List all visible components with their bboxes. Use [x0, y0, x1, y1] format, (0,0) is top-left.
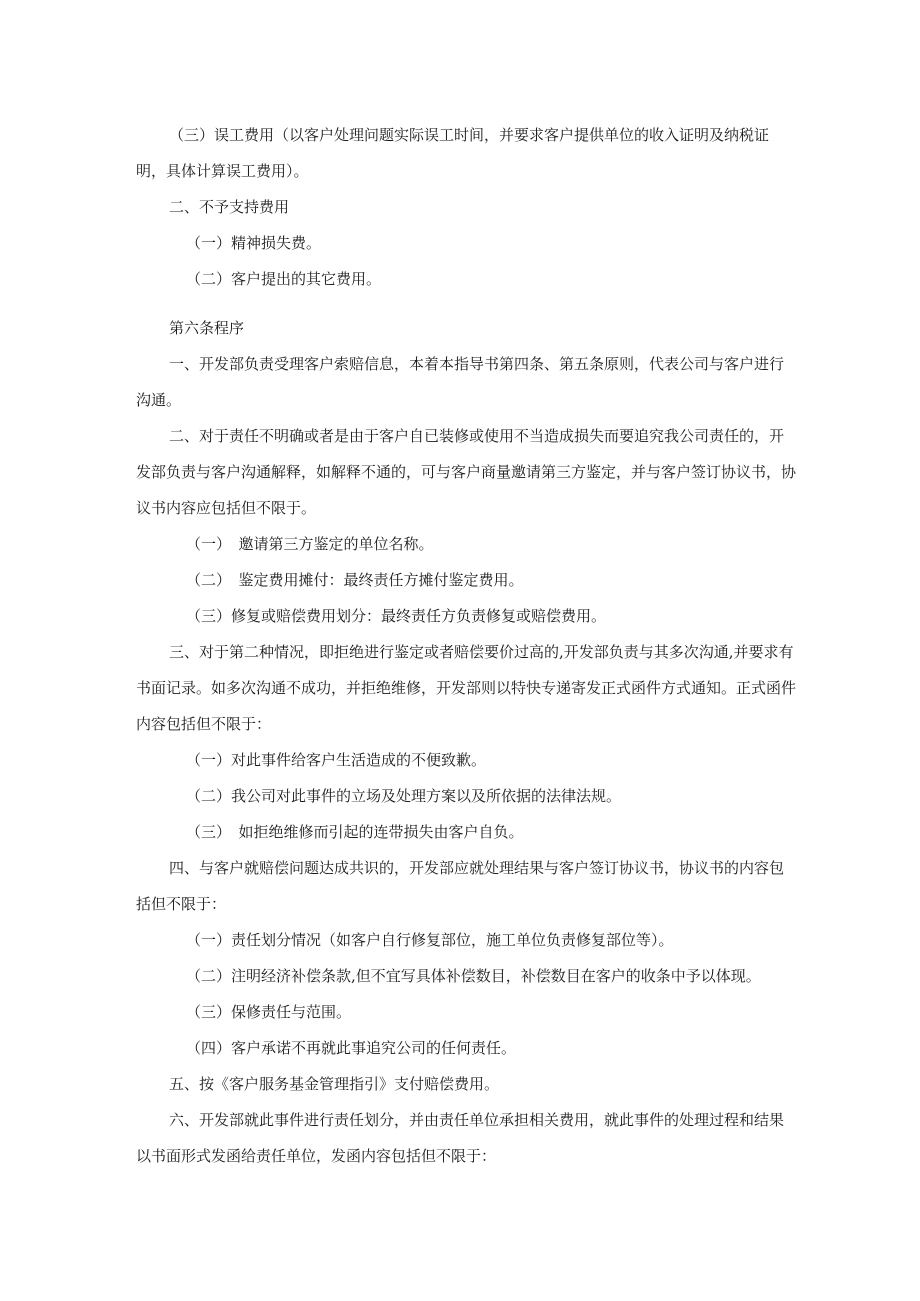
- list-item: （二） 鉴定费用摊付：最终责任方摊付鉴定费用。: [186, 571, 524, 589]
- paragraph-item-3: 三、对于第二种情况，即拒绝进行鉴定或者赔偿要价过高的,开发部负责与其多次沟通,并要求有书面记录。如多次沟通不成功，并拒绝维修，开发部则以特快专递寄发正式函件方式通知。正式函件内容包括但不限于：: [136, 643, 797, 733]
- paragraph-item-5: 五、按《客户服务基金管理指引》支付赔偿费用。: [169, 1075, 500, 1093]
- list-item: （二）我公司对此事件的立场及处理方案以及所依据的法律法规。: [186, 787, 622, 805]
- heading-unsupported-costs: 二、不予支持费用: [169, 198, 290, 216]
- list-item: （四）客户承诺不再就此事追究公司的任何责任。: [186, 1039, 517, 1057]
- list-item: （一）责任划分情况（如客户自行修复部位，施工单位负责修复部位等）。: [186, 931, 674, 949]
- list-item: （三）修复或赔偿费用划分：最终责任方负责修复或赔偿费用。: [186, 607, 607, 625]
- paragraph-item-1: 一、开发部负责受理客户索赔信息，本着本指导书第四条、第五条原则，代表公司与客户进行沟通。: [136, 355, 785, 409]
- paragraph-item-4: 四、与客户就赔偿问题达成共识的，开发部应就处理结果与客户签订协议书，协议书的内容包括但不限于：: [136, 859, 785, 913]
- paragraph-lost-wages: （三）误工费用（以客户处理问题实际误工时间，并要求客户提供单位的收入证明及纳税证明，具体计算误工费用）。: [136, 126, 770, 180]
- list-item: （二）注明经济补偿条款,但不宜写具体补偿数目，补偿数目在客户的收条中予以体现。: [186, 967, 761, 985]
- paragraph-item-6: 六、开发部就此事件进行责任划分，并由责任单位承担相关费用，就此事件的处理过程和结果以书面形式发函给责任单位，发函内容包括但不限于：: [136, 1111, 785, 1165]
- list-item: （一）对此事件给客户生活造成的不便致歉。: [186, 751, 487, 769]
- section-heading-article-6: 第六条程序: [169, 319, 245, 337]
- list-item: （二）客户提出的其它费用。: [186, 270, 382, 288]
- list-item: （一）精神损失费。: [186, 234, 322, 252]
- list-item: （三） 如拒绝维修而引起的连带损失由客户自负。: [186, 823, 524, 841]
- paragraph-item-2: 二、对于责任不明确或者是由于客户自已装修或使用不当造成损失而要追究我公司责任的，开发部负责与客户沟通解释，如解释不通的，可与客户商量邀请第三方鉴定，并与客户签订协议书，协议书内容应包括但不限于。: [136, 427, 797, 517]
- list-item: （三）保修责任与范围。: [186, 1003, 352, 1021]
- list-item: （一） 邀请第三方鉴定的单位名称。: [186, 535, 434, 553]
